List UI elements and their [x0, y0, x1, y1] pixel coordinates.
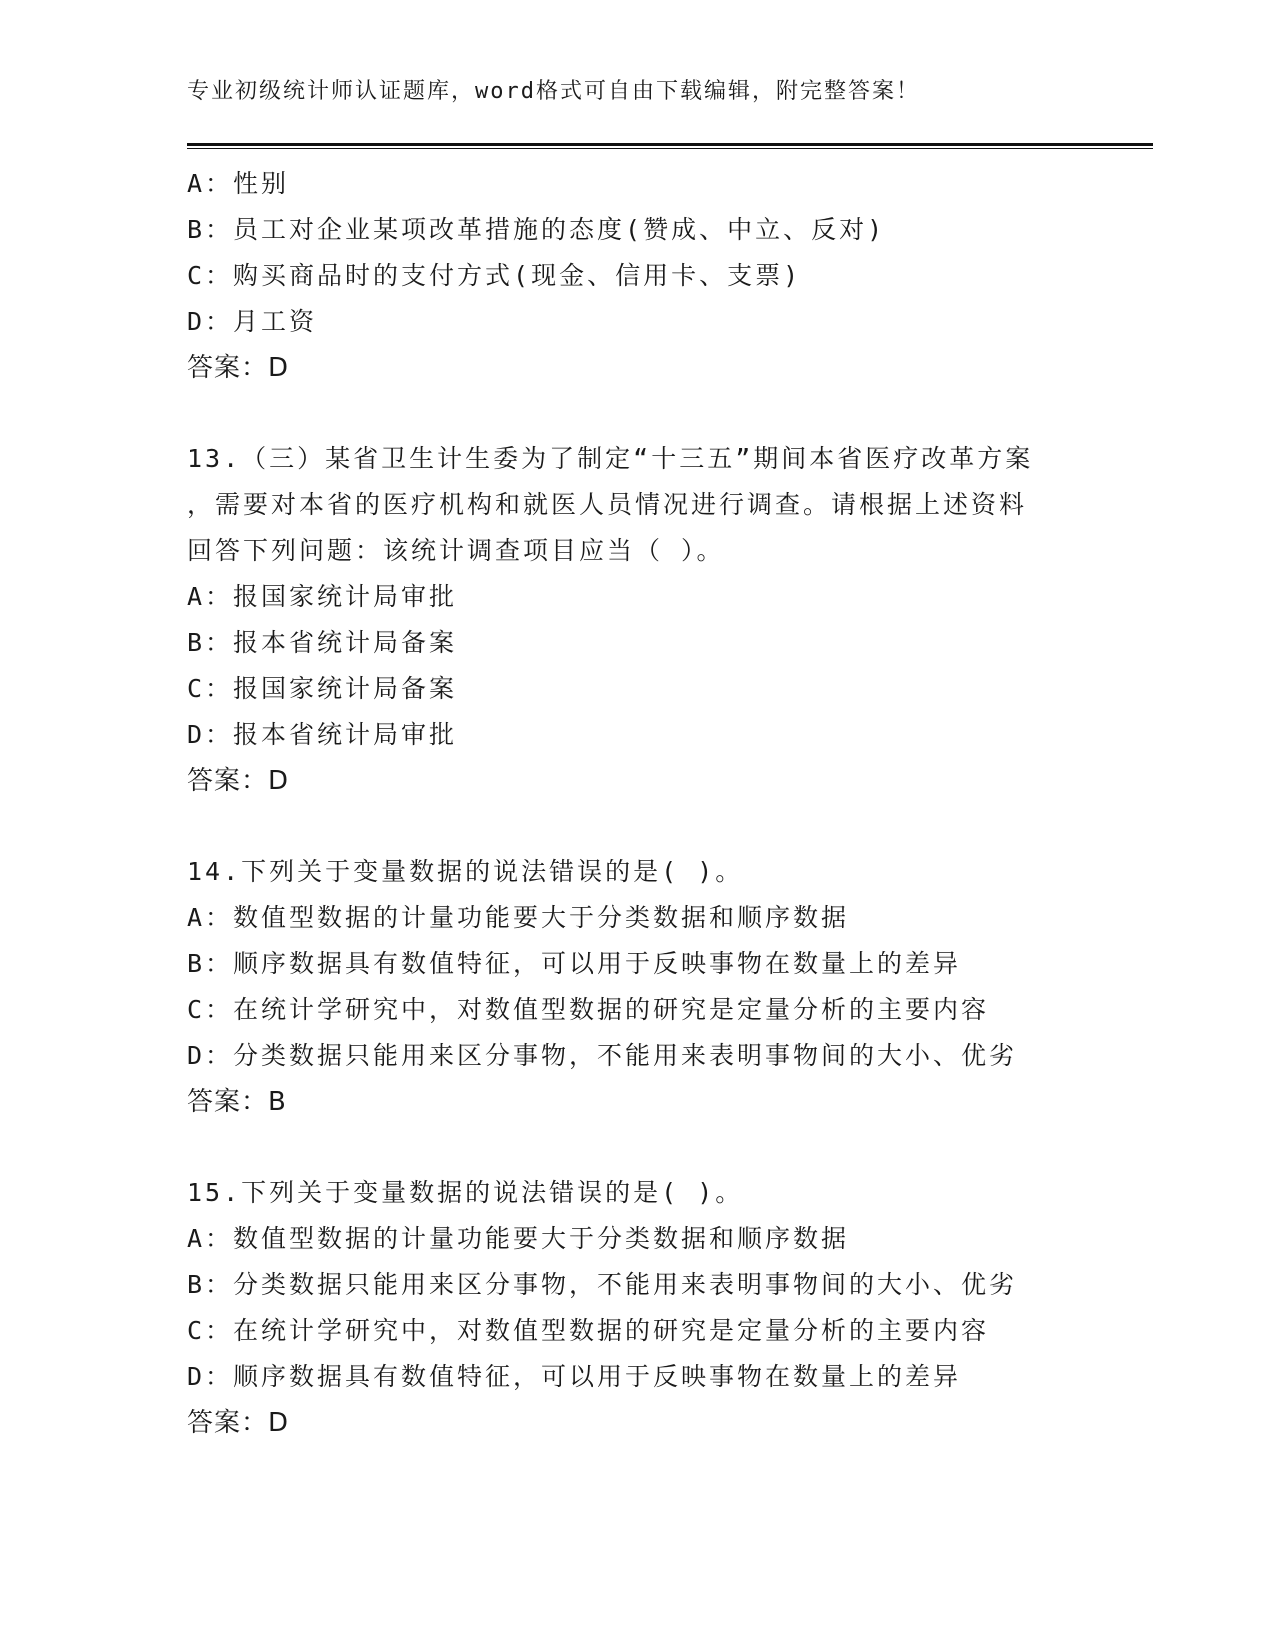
option-b: B：员工对企业某项改革措施的态度(赞成、中立、反对) [187, 215, 886, 244]
question-13 [187, 436, 1147, 804]
option-b: B：顺序数据具有数值特征，可以用于反映事物在数量上的差异 [187, 949, 962, 978]
option-b: B：报本省统计局备案 [187, 628, 458, 657]
question-stem: 15.下列关于变量数据的说法错误的是( )。 [187, 1178, 744, 1207]
option-a: A：数值型数据的计量功能要大于分类数据和顺序数据 [187, 903, 850, 932]
question-12 [187, 161, 1147, 391]
question-stem: 回答下列问题：该统计调查项目应当（ ）。 [187, 536, 725, 565]
option-a: A：数值型数据的计量功能要大于分类数据和顺序数据 [187, 1224, 850, 1253]
spacer [187, 391, 1147, 436]
option-d: D：报本省统计局审批 [187, 720, 458, 749]
spacer [187, 804, 1147, 849]
option-d: D：分类数据只能用来区分事物，不能用来表明事物间的大小、优劣 [187, 1041, 1018, 1070]
answer: 答案：B [187, 1087, 287, 1117]
question-stem: 14.下列关于变量数据的说法错误的是( )。 [187, 857, 744, 886]
option-d: D：顺序数据具有数值特征，可以用于反映事物在数量上的差异 [187, 1362, 962, 1391]
option-d: D：月工资 [187, 307, 318, 336]
option-a: A：性别 [187, 169, 290, 198]
question-list [187, 161, 1147, 1446]
option-c: C：报国家统计局备案 [187, 674, 458, 703]
option-a: A：报国家统计局审批 [187, 582, 458, 611]
option-c: C：在统计学研究中，对数值型数据的研究是定量分析的主要内容 [187, 995, 990, 1024]
page-header: 专业初级统计师认证题库，word格式可自由下载编辑，附完整答案！ [187, 79, 920, 104]
option-b: B：分类数据只能用来区分事物，不能用来表明事物间的大小、优劣 [187, 1270, 1018, 1299]
question-stem: ，需要对本省的医疗机构和就医人员情况进行调查。请根据上述资料 [187, 490, 1028, 519]
question-14 [187, 849, 1147, 1125]
question-15 [187, 1170, 1147, 1446]
answer: 答案：D [187, 353, 290, 383]
spacer [187, 1125, 1147, 1170]
option-c: C：在统计学研究中，对数值型数据的研究是定量分析的主要内容 [187, 1316, 990, 1345]
question-stem: 13.（三）某省卫生计生委为了制定“十三五”期间本省医疗改革方案 [187, 444, 1034, 473]
option-c: C：购买商品时的支付方式(现金、信用卡、支票) [187, 261, 802, 290]
header-rule [187, 143, 1153, 146]
answer: 答案：D [187, 766, 290, 796]
answer: 答案：D [187, 1408, 290, 1438]
